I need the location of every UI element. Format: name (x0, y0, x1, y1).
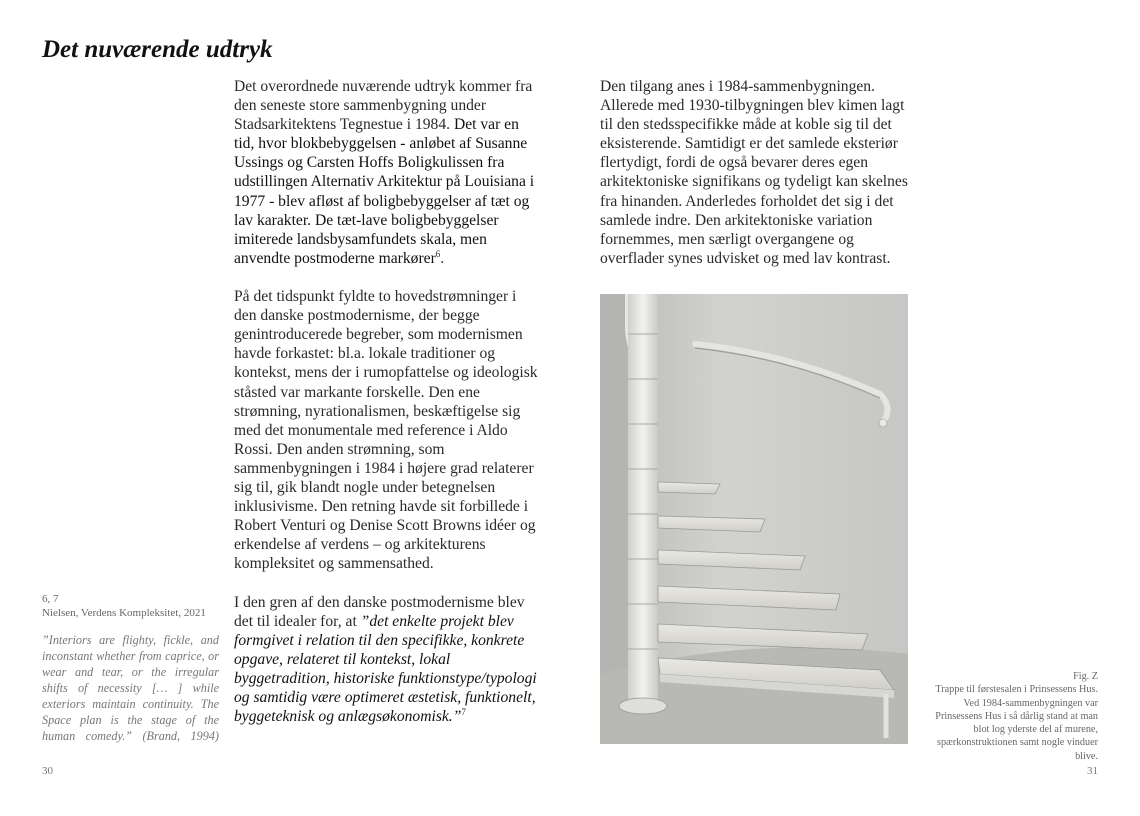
page-number-right: 31 (1087, 765, 1098, 777)
paragraph-1-end: . (440, 249, 445, 267)
footnote-source: Nielsen, Verdens Kompleksitet, 2021 (42, 607, 206, 619)
spiral-staircase-illustration (600, 294, 908, 744)
paragraph-3-quote: ”det enkelte projekt blev formgivet i relation til den specifikke, konkrete opgave, relateret til kontekst, lokal byggetradition, historiske funktionstype/typologi og samtidig være optimeret æstetisk, funktionelt, byggeteknisk og anlægsøkonomisk.” (234, 612, 537, 726)
paragraph-4: Den tilgang anes i 1984-sammenbygningen. Allerede med 1930-tilbygningen blev kimen lagt til den stedsspecifikke måde at koble sig til det eksisterende. Samtidigt er det samlede eksteriør flertydigt, fordi de også bevarer deres egen arkitektoniske signifikans og tydeligt kan skelnes fra hinanden. Anderledes forholdet det sig i det samlede indre. Den arkitektoniske variation fornemmes, men særligt overgangene og overflader synes udvisket og med lav kontrast. (600, 78, 908, 267)
footnote-numbers: 6, 7 (42, 593, 59, 605)
figure-caption-text: Trappe til førstesalen i Prinsessens Hus. Ved 1984-sammenbygningen var Prinsessens Hus i så dårlig stand at man blot log yderste del af murene, spærkonstruktionen samt nogle vinduer blive. (935, 684, 1098, 762)
page-title: Det nuværende udtryk (42, 36, 273, 63)
paragraph-3-intro: I den gren af den danske postmodernisme blev det til idealer for, at (234, 593, 525, 630)
paragraph-2: På det tidspunkt fyldte to hovedstrømninger i den danske postmodernisme, der begge genintroducerede begreber, som modernismen havde forkastet: bl.a. lokale traditioner og kontekst, mens der i rumopfattelse og ideologisk ståsted var markante forskelle. Den ene strømning, nyrationalismen, beskæftigelse sig med det monumentale med reference i Aldo Rossi. Den anden strømning, som sammenbygningen i 1984 i højere grad relaterer sig til, gik blandt nogle under betegnelsen inklusivisme. Den retning havde sit forbillede i Robert Venturi og Denise Scott Browns idéer og erkendelse af verdens – og arkitekturens kompleksitet og sammensathed. (234, 288, 538, 573)
paragraph-1-highlight: Det var en tid, hvor blokbebyggelsen - anløbet af Susanne Ussings og Carsten Hoffs Boligkulissen fra udstillingen Alternativ Arkitektur på Louisiana i 1977 - blev afløst af boligbebyggelser af tæt og lav karakter. De tæt-lave boligbebyggelser imiterede landsbysamfundets skala, men anvendte postmoderne markører (234, 116, 535, 267)
paragraph-1-intro: Det overordnede nuværende udtryk kommer fra den seneste store sammenbygning under Stadsarkitektens Tegnestue i 1984. (234, 78, 533, 134)
paragraph-1 (234, 77, 538, 268)
main-text-column (234, 77, 538, 726)
footnote-block (42, 592, 222, 620)
staircase-photo (600, 294, 908, 744)
footnote-ref-6: 6 (435, 248, 441, 259)
figure-caption (918, 670, 1098, 763)
sidebar-quote: ”Interiors are flighty, fickle, and inconstant whether from caprice, or wear and tear, or the irregular shifts of necessity [… ] while exteriors maintain continuity. The Space plan is the stage of the human comedy.” (Brand, 1994) (42, 633, 219, 743)
figure-label: Fig. Z (1073, 671, 1098, 682)
page-number-left: 30 (42, 765, 53, 777)
paragraph-3 (234, 593, 538, 727)
footnote-ref-7: 7 (461, 706, 466, 717)
second-text-column (600, 77, 910, 268)
